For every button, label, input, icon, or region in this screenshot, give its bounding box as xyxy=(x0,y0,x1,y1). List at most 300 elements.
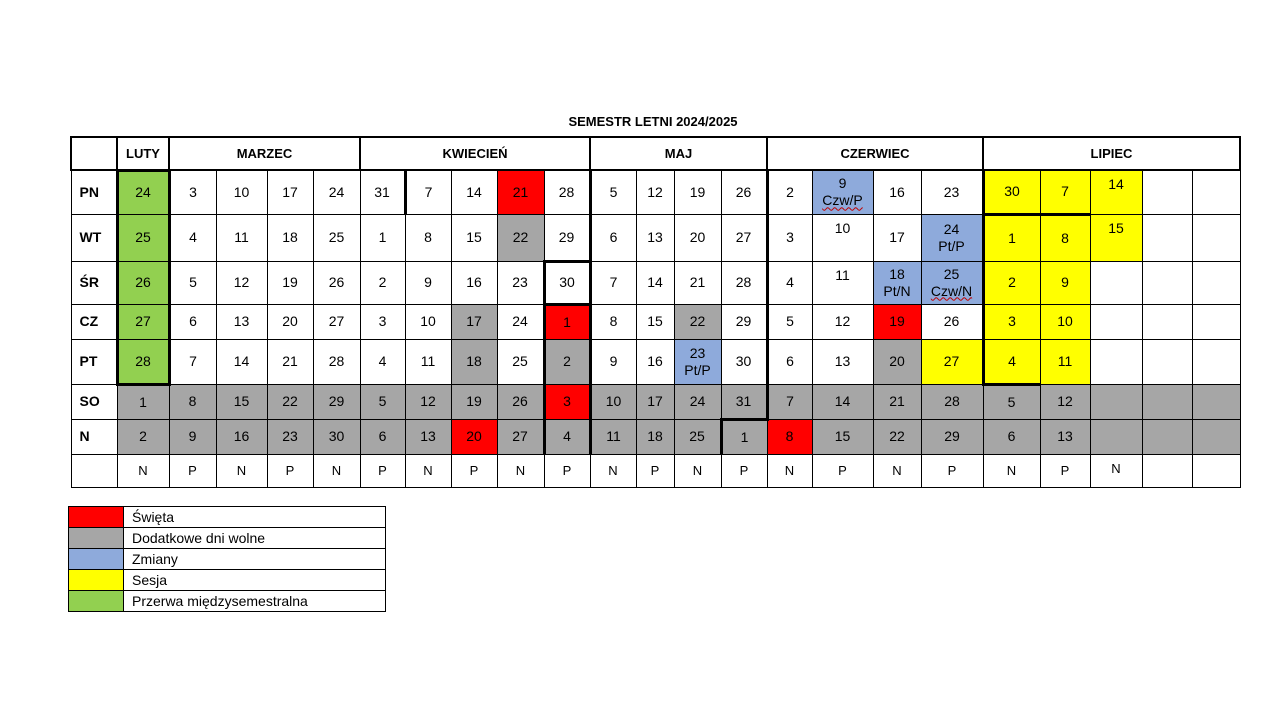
weekday-label: CZ xyxy=(71,304,117,339)
day-number: 19 xyxy=(282,274,298,290)
day-number: 28 xyxy=(328,353,345,369)
empty-cell xyxy=(1192,214,1240,261)
day-number: 20 xyxy=(889,353,905,369)
empty-cell xyxy=(1142,384,1192,419)
week-type-cell: N xyxy=(497,454,544,487)
day-number: 25 xyxy=(512,353,528,369)
day-number: 28 xyxy=(558,183,575,200)
day-number: 9 xyxy=(838,175,847,192)
header-corner xyxy=(71,137,117,170)
day-cell xyxy=(636,170,674,214)
day-number: 5 xyxy=(609,183,618,200)
day-cell xyxy=(497,339,544,384)
day-number: 7 xyxy=(189,353,197,369)
legend-swatch xyxy=(69,507,124,528)
day-number: 25 xyxy=(943,265,960,282)
day-cell xyxy=(921,214,983,261)
legend-label: Święta xyxy=(124,507,386,528)
day-cell xyxy=(590,170,636,214)
day-number: 16 xyxy=(889,183,905,200)
day-number: 15 xyxy=(466,229,482,245)
day-number: 30 xyxy=(328,428,345,444)
day-cell xyxy=(451,339,497,384)
day-number: 16 xyxy=(233,428,250,444)
day-number: 26 xyxy=(943,313,960,329)
day-cell xyxy=(590,419,636,454)
day-cell xyxy=(1040,214,1090,261)
day-number: 2 xyxy=(563,353,571,369)
day-number: 2 xyxy=(1008,274,1016,290)
day-number: 23 xyxy=(943,183,960,200)
empty-cell xyxy=(1192,384,1240,419)
day-number: 21 xyxy=(282,353,298,369)
day-number: 11 xyxy=(835,266,850,283)
day-number: 3 xyxy=(378,313,387,329)
day-cell xyxy=(636,339,674,384)
day-cell xyxy=(313,214,360,261)
day-cell xyxy=(921,419,983,454)
day-number: 9 xyxy=(1061,274,1069,290)
day-number: 1 xyxy=(1008,229,1016,246)
day-cell xyxy=(590,339,636,384)
empty-cell xyxy=(1142,261,1192,304)
day-number: 5 xyxy=(189,274,197,290)
day-cell xyxy=(544,304,590,339)
day-cell xyxy=(1040,170,1090,214)
day-number: 16 xyxy=(647,353,663,369)
weekday-label: N xyxy=(71,419,117,454)
day-number: 10 xyxy=(1057,313,1073,329)
day-cell xyxy=(216,304,267,339)
day-number: 18 xyxy=(282,229,298,245)
week-type-cell: N xyxy=(313,454,360,487)
day-cell xyxy=(590,214,636,261)
day-number: 6 xyxy=(189,313,197,329)
day-cell xyxy=(721,384,767,419)
day-cell xyxy=(1090,214,1142,261)
empty-cell xyxy=(1142,419,1192,454)
day-cell xyxy=(812,214,873,261)
day-number: 18 xyxy=(466,353,482,369)
day-cell xyxy=(983,339,1040,384)
month-header-luty: LUTY xyxy=(117,137,169,170)
day-cell xyxy=(767,261,812,304)
day-cell xyxy=(405,384,451,419)
day-cell xyxy=(873,170,921,214)
day-number: 3 xyxy=(189,183,197,200)
day-cell xyxy=(721,339,767,384)
day-number: 8 xyxy=(1061,229,1069,246)
day-number: 22 xyxy=(689,313,706,329)
day-cell xyxy=(267,170,313,214)
day-cell xyxy=(590,304,636,339)
day-cell xyxy=(313,261,360,304)
day-cell xyxy=(360,170,405,214)
legend-swatch xyxy=(69,549,124,570)
empty-cell xyxy=(1192,304,1240,339)
day-number: 14 xyxy=(1108,176,1124,192)
day-number: 6 xyxy=(378,428,387,444)
day-cell xyxy=(1090,170,1142,214)
day-cell xyxy=(117,261,169,304)
day-number: 9 xyxy=(424,274,432,290)
day-cell xyxy=(405,261,451,304)
day-cell xyxy=(812,261,873,304)
day-number: 4 xyxy=(563,428,571,444)
day-cell xyxy=(1040,304,1090,339)
legend-swatch xyxy=(69,570,124,591)
day-cell xyxy=(169,339,216,384)
day-cell xyxy=(636,214,674,261)
day-cell xyxy=(451,419,497,454)
day-number: 26 xyxy=(135,274,151,290)
day-cell xyxy=(169,384,216,419)
day-number: 13 xyxy=(420,428,436,444)
day-number: 30 xyxy=(735,353,752,369)
day-cell xyxy=(873,384,921,419)
week-type-cell: N xyxy=(1090,454,1142,487)
day-cell xyxy=(983,384,1040,419)
day-cell xyxy=(636,384,674,419)
day-number: 27 xyxy=(328,313,345,329)
day-number: 28 xyxy=(735,274,752,290)
day-number: 18 xyxy=(647,428,663,444)
legend-label: Przerwa międzysemestralna xyxy=(124,591,386,612)
day-cell xyxy=(674,170,721,214)
day-cell xyxy=(636,261,674,304)
day-number: 15 xyxy=(1108,219,1124,236)
day-cell xyxy=(497,261,544,304)
semester-calendar xyxy=(70,136,1241,488)
day-cell xyxy=(360,339,405,384)
day-number: 27 xyxy=(512,428,528,444)
day-cell xyxy=(983,170,1040,214)
day-cell xyxy=(313,170,360,214)
day-cell xyxy=(405,214,451,261)
week-type-cell: P xyxy=(1040,454,1090,487)
day-number: 2 xyxy=(139,428,147,444)
day-cell xyxy=(873,339,921,384)
day-number: 31 xyxy=(374,183,390,200)
day-number: 29 xyxy=(558,228,575,245)
day-number: 6 xyxy=(1007,428,1016,444)
month-header-lipiec: LIPIEC xyxy=(983,137,1240,170)
day-number: 8 xyxy=(609,313,618,329)
day-cell xyxy=(117,304,169,339)
empty-cell xyxy=(1192,170,1240,214)
day-number: 20 xyxy=(466,428,482,444)
day-cell xyxy=(451,384,497,419)
day-number: 18 xyxy=(889,265,905,282)
month-header-czerwiec: CZERWIEC xyxy=(767,137,983,170)
day-cell xyxy=(873,304,921,339)
day-number: 9 xyxy=(609,353,618,369)
day-cell xyxy=(451,261,497,304)
day-cell xyxy=(921,304,983,339)
day-cell xyxy=(360,384,405,419)
day-cell xyxy=(674,214,721,261)
day-number: 19 xyxy=(689,183,706,200)
day-number: 7 xyxy=(424,183,433,200)
day-number: 24 xyxy=(689,393,706,409)
calendar-title: SEMESTR LETNI 2024/2025 xyxy=(568,114,738,129)
day-cell xyxy=(216,419,267,454)
day-cell xyxy=(405,170,451,214)
day-number: 1 xyxy=(740,428,749,445)
day-cell xyxy=(674,384,721,419)
day-number: 21 xyxy=(689,274,706,290)
day-cell xyxy=(497,170,544,214)
day-number: 29 xyxy=(944,428,960,444)
day-number: 24 xyxy=(135,184,151,200)
day-number: 23 xyxy=(689,344,706,361)
day-cell xyxy=(812,384,873,419)
day-cell xyxy=(169,214,216,261)
day-number: 13 xyxy=(233,313,250,329)
day-number: 26 xyxy=(328,274,345,290)
month-header-marzec: MARZEC xyxy=(169,137,360,170)
day-cell xyxy=(1040,419,1090,454)
day-number: 4 xyxy=(1008,352,1016,369)
day-number: 5 xyxy=(378,393,387,409)
day-cell xyxy=(405,304,451,339)
day-number: 1 xyxy=(378,229,387,245)
day-cell xyxy=(921,170,983,214)
day-cell xyxy=(313,304,360,339)
day-cell xyxy=(544,214,590,261)
np-row-label xyxy=(71,454,117,487)
day-cell xyxy=(873,261,921,304)
day-cell xyxy=(767,170,812,214)
day-number: 6 xyxy=(609,229,618,245)
legend xyxy=(68,506,386,612)
empty-cell xyxy=(1090,419,1142,454)
day-cell xyxy=(921,261,983,304)
day-cell xyxy=(216,170,267,214)
week-type-cell: P xyxy=(812,454,873,487)
day-cell xyxy=(544,384,590,419)
day-number: 30 xyxy=(559,274,575,290)
day-number: 11 xyxy=(606,428,621,444)
day-cell xyxy=(405,419,451,454)
day-cell xyxy=(169,304,216,339)
day-cell xyxy=(721,419,767,454)
day-number: 10 xyxy=(605,393,622,409)
day-cell xyxy=(360,419,405,454)
day-cell xyxy=(169,170,216,214)
day-cell xyxy=(216,384,267,419)
day-cell xyxy=(636,304,674,339)
day-number: 14 xyxy=(233,353,250,369)
day-number: 14 xyxy=(834,393,851,409)
day-number: 4 xyxy=(189,229,197,245)
legend-label: Sesja xyxy=(124,570,386,591)
day-cell xyxy=(721,304,767,339)
day-cell xyxy=(767,384,812,419)
day-cell xyxy=(983,261,1040,304)
day-number: 3 xyxy=(563,393,571,409)
day-number: 12 xyxy=(233,274,250,290)
week-type-cell: P xyxy=(360,454,405,487)
day-cell xyxy=(117,384,169,419)
day-cell xyxy=(117,419,169,454)
day-note: Pt/P xyxy=(684,361,711,378)
day-number: 20 xyxy=(689,229,706,245)
day-cell xyxy=(873,214,921,261)
day-cell xyxy=(921,339,983,384)
day-note: Czw/P xyxy=(822,192,863,209)
day-number: 27 xyxy=(135,313,151,329)
day-number: 2 xyxy=(786,183,794,200)
day-cell xyxy=(767,339,812,384)
day-number: 22 xyxy=(889,428,905,444)
day-note: Pt/N xyxy=(883,282,911,299)
day-number: 11 xyxy=(420,353,436,369)
day-number: 4 xyxy=(786,274,794,290)
day-number: 14 xyxy=(647,274,663,290)
week-type-cell: P xyxy=(267,454,313,487)
day-cell xyxy=(544,261,590,304)
day-number: 11 xyxy=(234,229,249,245)
day-number: 17 xyxy=(889,229,905,245)
day-cell xyxy=(405,339,451,384)
day-cell xyxy=(117,339,169,384)
empty-cell xyxy=(1142,339,1192,384)
empty-cell xyxy=(1192,261,1240,304)
day-cell xyxy=(674,339,721,384)
day-cell xyxy=(721,170,767,214)
day-cell xyxy=(313,384,360,419)
day-cell xyxy=(216,261,267,304)
day-number: 20 xyxy=(282,313,298,329)
day-cell xyxy=(451,214,497,261)
day-cell xyxy=(674,419,721,454)
day-number: 29 xyxy=(328,393,345,409)
day-number: 19 xyxy=(466,393,482,409)
day-number: 1 xyxy=(139,393,147,410)
day-cell xyxy=(216,214,267,261)
weekday-label: PN xyxy=(71,170,117,214)
weekday-label: PT xyxy=(71,339,117,384)
day-cell xyxy=(497,419,544,454)
day-number: 13 xyxy=(647,229,663,245)
day-number: 25 xyxy=(135,229,151,245)
day-cell xyxy=(313,339,360,384)
month-header-maj: MAJ xyxy=(590,137,767,170)
day-number: 13 xyxy=(834,353,851,369)
day-cell xyxy=(590,384,636,419)
day-number: 28 xyxy=(135,352,151,369)
day-number: 12 xyxy=(420,393,436,409)
day-cell xyxy=(636,419,674,454)
day-number: 26 xyxy=(512,393,528,409)
week-type-cell xyxy=(1142,454,1192,487)
day-cell xyxy=(497,384,544,419)
day-cell xyxy=(767,419,812,454)
empty-cell xyxy=(1090,384,1142,419)
week-type-cell: N xyxy=(590,454,636,487)
day-cell xyxy=(812,170,873,214)
day-number: 25 xyxy=(689,428,705,444)
day-cell xyxy=(767,304,812,339)
day-number: 26 xyxy=(735,183,752,200)
day-cell xyxy=(590,261,636,304)
day-number: 12 xyxy=(647,183,663,200)
day-number: 9 xyxy=(188,428,197,444)
legend-label: Dodatkowe dni wolne xyxy=(124,528,386,549)
day-number: 11 xyxy=(1057,353,1073,369)
day-number: 1 xyxy=(563,313,571,330)
day-number: 23 xyxy=(512,274,528,290)
day-cell xyxy=(267,261,313,304)
day-cell xyxy=(267,419,313,454)
day-number: 22 xyxy=(512,229,529,245)
day-number: 21 xyxy=(512,183,529,200)
day-number: 6 xyxy=(786,353,794,369)
day-number: 30 xyxy=(1004,183,1020,200)
week-type-cell: N xyxy=(117,454,169,487)
day-number: 31 xyxy=(735,392,752,409)
week-type-cell: N xyxy=(767,454,812,487)
day-cell xyxy=(767,214,812,261)
week-type-cell: P xyxy=(721,454,767,487)
day-number: 15 xyxy=(647,313,663,329)
legend-label: Zmiany xyxy=(124,549,386,570)
day-number: 3 xyxy=(1008,313,1016,329)
day-cell xyxy=(267,304,313,339)
day-number: 2 xyxy=(378,274,387,290)
day-cell xyxy=(1040,261,1090,304)
day-note: Pt/P xyxy=(938,237,965,254)
day-cell xyxy=(983,419,1040,454)
day-number: 8 xyxy=(188,393,197,409)
day-cell xyxy=(544,170,590,214)
day-number: 5 xyxy=(1007,393,1016,410)
day-cell xyxy=(921,384,983,419)
week-type-cell: P xyxy=(921,454,983,487)
day-number: 19 xyxy=(889,313,905,329)
day-cell xyxy=(360,214,405,261)
day-cell xyxy=(983,214,1040,261)
day-cell xyxy=(873,419,921,454)
week-type-cell: N xyxy=(674,454,721,487)
day-cell xyxy=(544,339,590,384)
day-cell xyxy=(497,214,544,261)
empty-cell xyxy=(1142,170,1192,214)
day-number: 12 xyxy=(834,313,851,329)
weekday-label: SO xyxy=(71,384,117,419)
week-type-cell: N xyxy=(983,454,1040,487)
empty-cell xyxy=(1192,419,1240,454)
day-number: 21 xyxy=(889,393,905,409)
day-number: 12 xyxy=(1057,393,1073,409)
day-number: 17 xyxy=(282,183,298,200)
day-number: 15 xyxy=(233,393,250,409)
day-number: 25 xyxy=(328,229,345,245)
week-type-cell: P xyxy=(451,454,497,487)
day-number: 24 xyxy=(328,183,345,200)
day-number: 4 xyxy=(378,353,387,369)
day-number: 22 xyxy=(282,393,298,409)
day-cell xyxy=(360,261,405,304)
day-number: 8 xyxy=(785,428,794,444)
empty-cell xyxy=(1142,304,1192,339)
day-number: 24 xyxy=(512,313,528,329)
legend-swatch xyxy=(69,528,124,549)
day-cell xyxy=(360,304,405,339)
empty-cell xyxy=(1090,339,1142,384)
week-type-cell: N xyxy=(216,454,267,487)
